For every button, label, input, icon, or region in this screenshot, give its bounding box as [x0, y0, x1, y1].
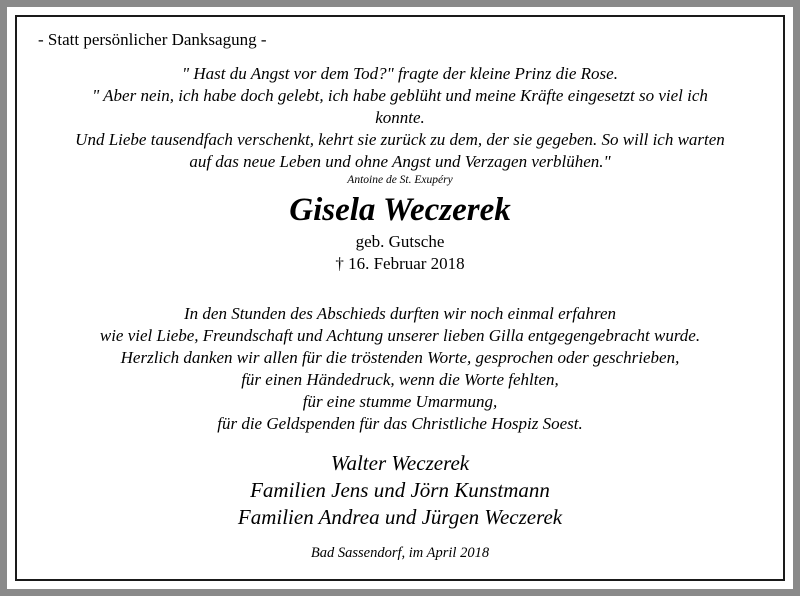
- message-line: In den Stunden des Abschieds durften wir noch einmal erfahren: [183, 304, 617, 323]
- quote-line: " Hast du Angst vor dem Tod?" fragte der kleine Prinz die Rose.: [182, 64, 618, 83]
- message-line: für die Geldspenden für das Christliche Hospiz Soest.: [217, 414, 583, 433]
- place-date: Bad Sassendorf, im April 2018: [310, 545, 490, 561]
- quote-line: konnte.: [375, 108, 425, 127]
- message-line: Herzlich danken wir allen für die tröstenden Worte, gesprochen oder geschrieben,: [120, 348, 680, 367]
- signature-line: Familien Jens und Jörn Kunstmann: [250, 478, 550, 502]
- birth-name: geb. Gutsche: [355, 232, 445, 251]
- notice-header: - Statt persönlicher Danksagung -: [38, 30, 267, 49]
- quote-line: " Aber nein, ich habe doch gelebt, ich habe geblüht und meine Kräfte eingesetzt so viel ich: [92, 86, 708, 105]
- signature-line: Walter Weczerek: [330, 451, 470, 475]
- death-date: † 16. Februar 2018: [335, 254, 465, 273]
- message-line: für eine stumme Umarmung,: [302, 392, 498, 411]
- message-line: wie viel Liebe, Freundschaft und Achtung unserer lieben Gilla entgegengebracht wurde.: [99, 326, 701, 345]
- message-line: für einen Händedruck, wenn die Worte fehlten,: [241, 370, 559, 389]
- quote-line: auf das neue Leben und ohne Angst und Verzagen verblühen.": [189, 152, 611, 171]
- quote-author: Antoine de St. Exupéry: [347, 174, 453, 186]
- signature-line: Familien Andrea und Jürgen Weczerek: [237, 505, 563, 529]
- quote-line: Und Liebe tausendfach verschenkt, kehrt sie zurück zu dem, der sie gegeben. So will ich warten: [75, 130, 725, 149]
- deceased-name: Gisela Weczerek: [289, 192, 511, 228]
